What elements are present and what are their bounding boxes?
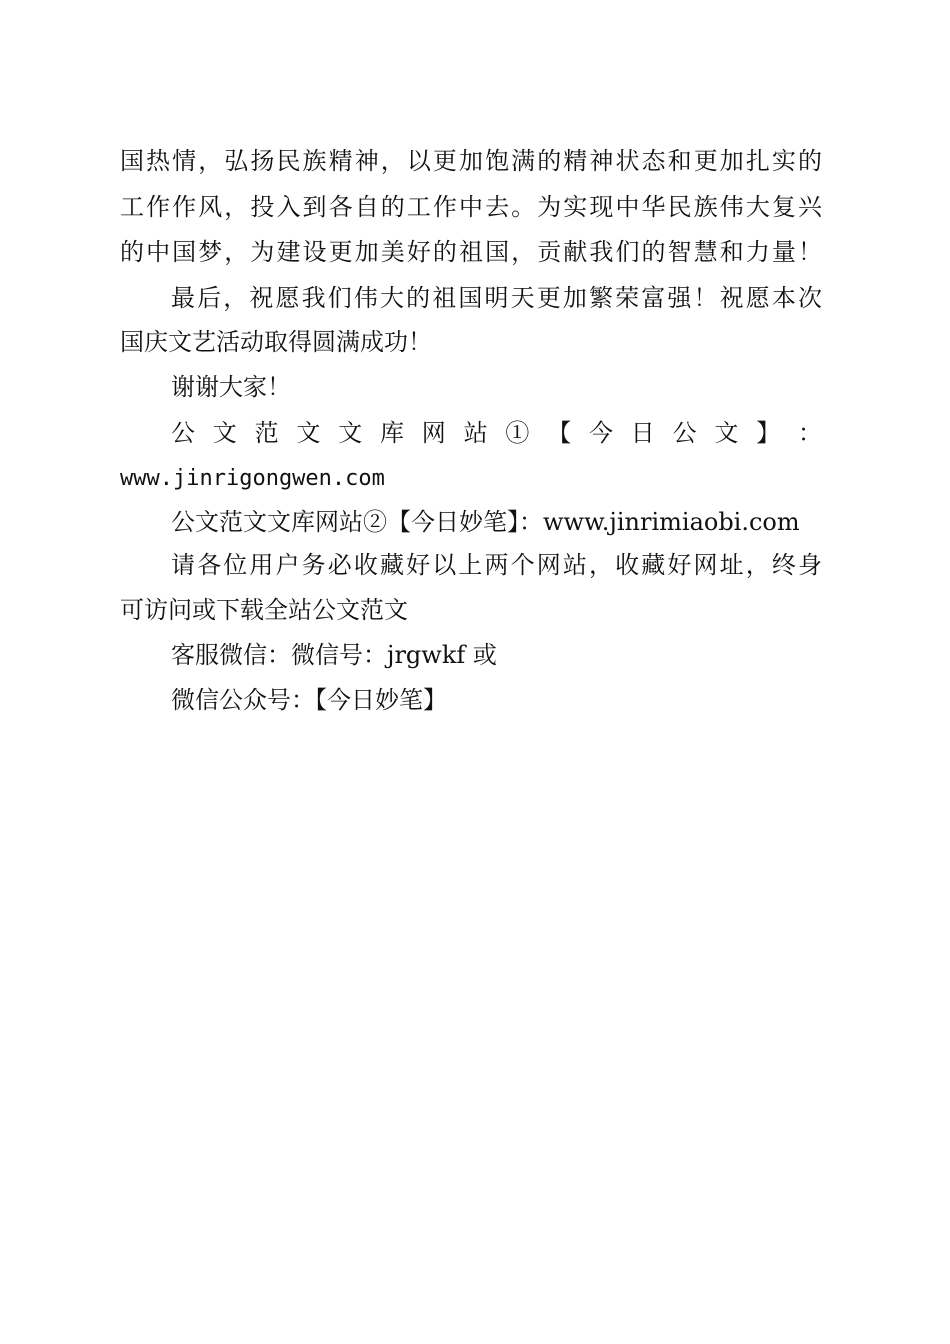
official-account-text: 微信公众号：【今日妙笔】 [171, 686, 447, 714]
notice-line: 可访问或下载全站公文范文 [120, 596, 408, 624]
thanks-text: 谢谢大家！ [171, 373, 291, 401]
paragraph-line: 工作作风，投入到各自的工作中去。为实现中华民族伟大复兴 [120, 193, 822, 221]
site1-url-link[interactable]: www.jinrigongwen.com [120, 466, 385, 491]
service-wechat-text: 客服微信：微信号：jrgwkf 或 [171, 641, 497, 669]
site2-text[interactable]: 公文范文文库网站②【今日妙笔】：www.jinrimiaobi.com [171, 508, 800, 536]
paragraph-line: 国庆文艺活动取得圆满成功！ [120, 328, 432, 356]
notice-line: 请各位用户务必收藏好以上两个网站，收藏好网址，终身 [171, 551, 822, 579]
site1-label: 公 文 范 文 文 库 网 站 ① 【 今 日 公 文 】 ： [171, 419, 822, 447]
paragraph-line: 国热情，弘扬民族精神，以更加饱满的精神状态和更加扎实的 [120, 147, 822, 175]
paragraph-line: 的中国梦，为建设更加美好的祖国，贡献我们的智慧和力量！ [120, 238, 822, 266]
paragraph-line: 最后，祝愿我们伟大的祖国明天更加繁荣富强！祝愿本次 [171, 284, 822, 312]
